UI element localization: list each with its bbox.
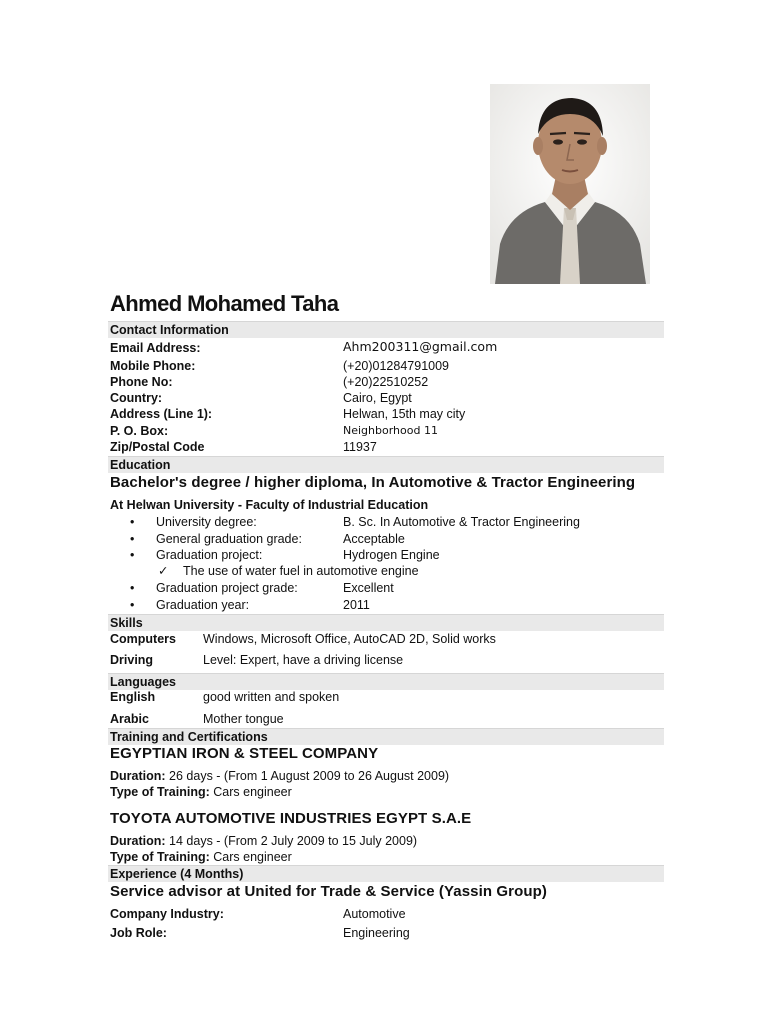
phone-label: Phone No: <box>110 375 173 389</box>
computers-label: Computers <box>110 632 176 646</box>
driving-label: Driving <box>110 653 154 667</box>
duration-label: Duration: <box>110 834 166 848</box>
education-item-value: B. Sc. In Automotive & Tractor Engineering <box>343 515 580 529</box>
training-section-header: Training and Certifications <box>108 728 664 745</box>
type-value: Cars engineer <box>209 850 292 864</box>
zip-label: Zip/Postal Code <box>110 440 205 454</box>
driving-value: Level: Expert, have a driving license <box>203 653 404 667</box>
pobox-label: P. O. Box: <box>110 424 169 438</box>
education-item-value: Acceptable <box>343 532 405 546</box>
checkmark-icon: ✓ <box>158 564 169 578</box>
english-value: good written and spoken <box>203 690 340 704</box>
mobile-value: (+20)01284791009 <box>343 359 449 373</box>
email-label: Email Address: <box>110 341 201 355</box>
bullet-icon: • <box>130 598 135 612</box>
education-item-label: University degree: <box>156 515 257 529</box>
industry-label: Company Industry: <box>110 907 224 921</box>
training-type <box>110 784 292 800</box>
education-section-header: Education <box>108 456 664 473</box>
email-value[interactable]: Ahm200311@gmail.com <box>343 339 498 354</box>
person-portrait-icon <box>490 84 650 284</box>
type-label: Type of Training: <box>110 850 210 864</box>
phone-value: (+20)22510252 <box>343 375 429 389</box>
education-item-label: General graduation grade: <box>156 532 302 546</box>
duration-value: 14 days - (From 2 July 2009 to 15 July 2009) <box>165 834 418 848</box>
training-company: TOYOTA AUTOMOTIVE INDUSTRIES EGYPT S.A.E <box>110 810 472 827</box>
training-type <box>110 849 292 865</box>
contact-section-header: Contact Information <box>108 321 664 338</box>
training-duration <box>110 768 449 784</box>
english-label: English <box>110 690 156 704</box>
industry-value: Automotive <box>343 907 406 921</box>
education-item-value: Hydrogen Engine <box>343 548 440 562</box>
address-value: Helwan, 15th may city <box>343 407 466 421</box>
education-item-value: Excellent <box>343 581 394 595</box>
mobile-label: Mobile Phone: <box>110 359 196 373</box>
address-label: Address (Line 1): <box>110 407 213 421</box>
experience-section-header: Experience (4 Months) <box>108 865 664 882</box>
duration-value: 26 days - (From 1 August 2009 to 26 August 2009) <box>165 769 450 783</box>
education-item-label: Graduation year: <box>156 598 250 612</box>
profile-photo <box>490 84 650 284</box>
bullet-icon: • <box>130 515 135 529</box>
training-duration <box>110 833 417 849</box>
arabic-label: Arabic <box>110 712 149 726</box>
arabic-value: Mother tongue <box>203 712 284 726</box>
country-label: Country: <box>110 391 163 405</box>
candidate-name: Ahmed Mohamed Taha <box>110 291 339 316</box>
role-label: Job Role: <box>110 926 167 940</box>
education-item-label: Graduation project: <box>156 548 263 562</box>
type-label: Type of Training: <box>110 785 210 799</box>
pobox-value: Neighborhood 11 <box>343 424 438 437</box>
bullet-icon: • <box>130 548 135 562</box>
bullet-icon: • <box>130 581 135 595</box>
bullet-icon: • <box>130 532 135 546</box>
type-value: Cars engineer <box>209 785 292 799</box>
role-value: Engineering <box>343 926 410 940</box>
languages-section-header: Languages <box>108 673 664 690</box>
project-note: The use of water fuel in automotive engine <box>183 564 419 578</box>
experience-title: Service advisor at United for Trade & Service (Yassin Group) <box>110 883 547 900</box>
education-item-label: Graduation project grade: <box>156 581 298 595</box>
education-item-value: 2011 <box>343 598 370 612</box>
computers-value: Windows, Microsoft Office, AutoCAD 2D, Solid works <box>203 632 496 646</box>
zip-value: 11937 <box>343 440 377 454</box>
country-value: Cairo, Egypt <box>343 391 412 405</box>
duration-label: Duration: <box>110 769 166 783</box>
training-company: EGYPTIAN IRON & STEEL COMPANY <box>110 745 379 762</box>
degree-heading: Bachelor's degree / higher diploma, In Automotive & Tractor Engineering <box>110 474 636 491</box>
skills-section-header: Skills <box>108 614 664 631</box>
university-line: At Helwan University - Faculty of Industrial Education <box>110 498 429 512</box>
